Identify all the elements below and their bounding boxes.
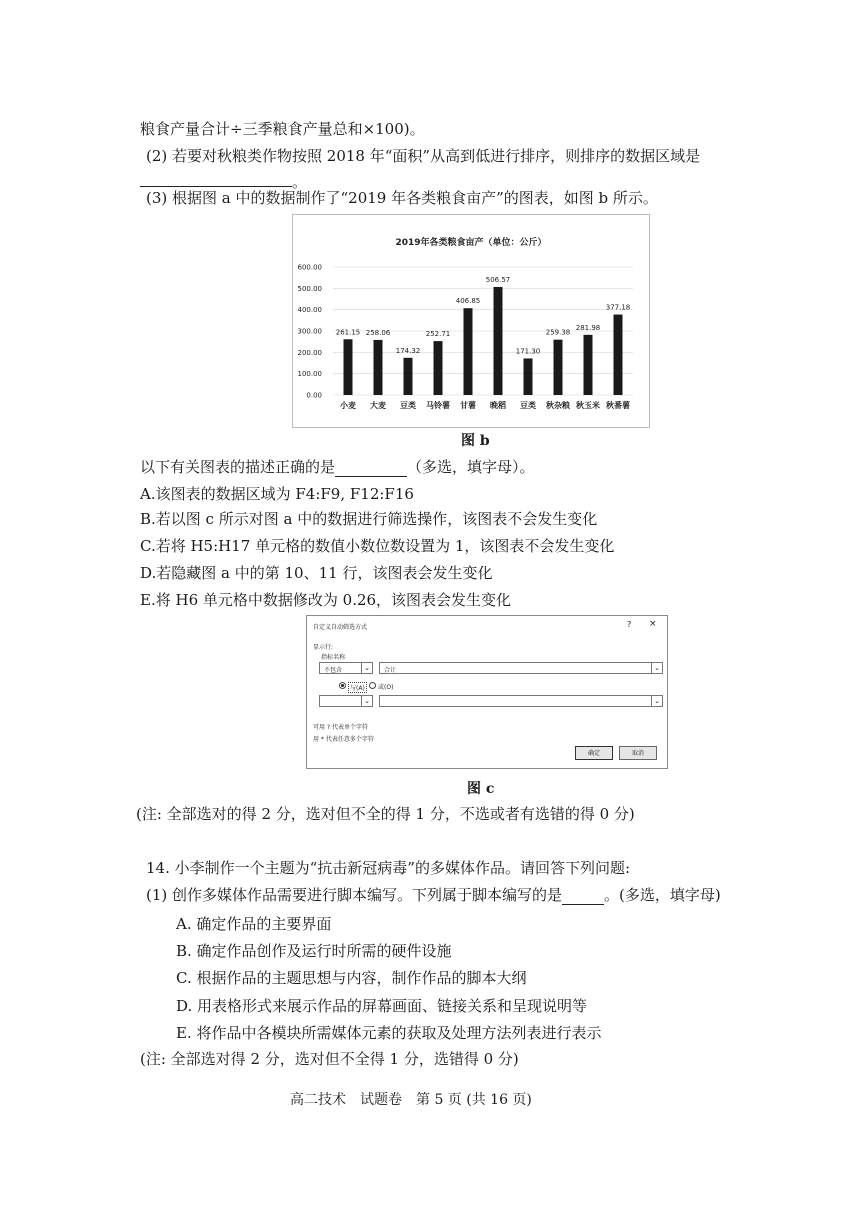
figure-c-caption: 图 c [467, 781, 495, 797]
x-tick-label: 甘薯 [460, 401, 476, 410]
close-icon[interactable]: × [649, 619, 657, 629]
x-tick-label: 晚稻 [490, 401, 506, 410]
answer-blank-q2 [140, 186, 292, 187]
custom-autofilter-dialog [306, 615, 668, 769]
bar [524, 358, 533, 395]
bar-data-label: 259.38 [545, 328, 571, 337]
bar-data-label: 258.06 [365, 328, 391, 337]
bar-data-label: 261.15 [335, 328, 361, 337]
y-tick-label: 0.00 [306, 391, 322, 400]
x-tick-label: 大麦 [370, 401, 386, 410]
condition1-value: 合计 [384, 667, 397, 674]
condition1-value-input[interactable] [379, 662, 663, 674]
q3-suffix: （多选，填字母）。 [407, 458, 535, 476]
hint-multi-char: 用 * 代表任意多个字符 [313, 736, 374, 743]
bar-data-label: 252.71 [425, 330, 451, 339]
chevron-down-icon: ⌄ [651, 696, 662, 706]
q14-sub1-prompt: (1) 创作多媒体作品需要进行脚本编写。下列属于脚本编写的是 [146, 886, 563, 904]
y-tick-label: 200.00 [297, 348, 322, 357]
bar-data-label: 377.18 [605, 303, 631, 312]
page-footer: 高二技术 试题卷 第 5 页 (共 16 页) [290, 1092, 532, 1108]
bar [404, 358, 413, 395]
bar [344, 339, 353, 395]
q14-sub1-suffix: 。(多选，填字母) [604, 886, 721, 904]
bar-data-label: 281.98 [575, 323, 601, 332]
y-tick-label: 600.00 [297, 263, 322, 272]
radio-and-label: 与(A) [348, 682, 367, 693]
bar [614, 315, 623, 395]
x-tick-label: 秋杂粮 [546, 401, 570, 410]
q3-option-b: B.若以图 c 所示对图 a 中的数据进行筛选操作，该图表不会发生变化 [140, 510, 598, 528]
bar [554, 340, 563, 395]
bar-data-label: 406.85 [455, 297, 481, 306]
q3-option-c: C.若将 H5:H17 单元格的数值小数位数设置为 1，该图表不会发生变化 [140, 537, 615, 555]
x-tick-label: 豆类 [400, 401, 416, 410]
condition1-operator-select[interactable] [319, 662, 373, 674]
chevron-down-icon: ⌄ [361, 663, 372, 673]
q14-option-a: A. 确定作品的主要界面 [176, 915, 332, 933]
q14-option-c: C. 根据作品的主题思想与内容，制作作品的脚本大纲 [176, 969, 527, 987]
y-tick-label: 500.00 [297, 284, 322, 293]
bar [494, 287, 503, 395]
condition2-operator-select[interactable] [319, 695, 373, 707]
chevron-down-icon: ⌄ [651, 663, 662, 673]
q3-option-a: A.该图表的数据区域为 F4:F9, F12:F16 [140, 485, 414, 503]
bar [584, 335, 593, 395]
y-tick-label: 100.00 [297, 370, 322, 379]
help-icon[interactable]: ? [627, 620, 632, 629]
q3-answer-blank [335, 460, 407, 477]
bar [374, 340, 383, 395]
y-tick-label: 400.00 [297, 306, 322, 315]
q3-option-e: E.将 H6 单元格中数据修改为 0.26，该图表会发生变化 [140, 591, 512, 609]
q14-sub1-line [146, 885, 721, 905]
q14-option-d: D. 用表格形式来展示作品的屏幕画面、链接关系和呈现说明等 [176, 997, 588, 1015]
chevron-down-icon: ⌄ [361, 696, 372, 706]
x-tick-label: 小麦 [340, 401, 356, 410]
q3-option-d: D.若隐藏图 a 中的第 10、11 行，该图表会发生变化 [140, 564, 493, 582]
hint-single-char: 可用 ? 代表单个字符 [313, 724, 368, 731]
text-line-1: 粮食产量合计÷三季粮食产量总和×100)。 [140, 120, 425, 138]
chart-svg [293, 215, 649, 427]
scoring-note-q3: (注: 全部选对的得 2 分，选对但不全的得 1 分，不选或者有选错的得 0 分) [136, 805, 635, 823]
radio-and[interactable] [339, 682, 346, 689]
q14-option-e: E. 将作品中各模块所需媒体元素的获取及处理方法列表进行表示 [176, 1024, 602, 1042]
q14-answer-blank [562, 888, 604, 905]
ok-button[interactable]: 确定 [575, 746, 613, 760]
x-tick-label: 秋玉米 [576, 401, 600, 410]
x-tick-label: 马铃薯 [426, 401, 450, 410]
question-2-end: 。 [292, 173, 308, 191]
chart-b [292, 214, 650, 428]
condition2-value-input[interactable] [379, 695, 663, 707]
x-tick-label: 豆类 [520, 401, 536, 410]
y-tick-label: 300.00 [297, 327, 322, 336]
field-name-label: 指标名称 [321, 654, 346, 661]
question-3-prompt: (3) 根据图 a 中的数据制作了“2019 年各类粮食亩产”的图表，如图 b 所示。 [146, 189, 658, 207]
bar [434, 341, 443, 395]
x-tick-label: 秋番薯 [606, 401, 630, 410]
question-2-prompt: (2) 若要对秋粮类作物按照 2018 年“面积”从高到低进行排序，则排序的数据区域是 [146, 147, 701, 165]
chart-title: 2019年各类粮食亩产（单位：公斤） [395, 238, 547, 248]
q3-prompt-line [140, 457, 535, 477]
condition1-operator-value: 不包含 [324, 667, 343, 674]
dialog-title: 自定义自动筛选方式 [313, 624, 368, 631]
radio-or-label: 或(O) [378, 684, 394, 691]
question-14-title: 14. 小李制作一个主题为“抗击新冠病毒”的多媒体作品。请回答下列问题: [146, 859, 631, 877]
bar-data-label: 174.32 [395, 346, 421, 355]
figure-b-caption: 图 b [461, 433, 490, 449]
q3-prompt: 以下有关图表的描述正确的是 [140, 458, 336, 476]
q14-option-b: B. 确定作品创作及运行时所需的硬件设施 [176, 942, 452, 960]
radio-or[interactable] [369, 682, 376, 689]
scoring-note-q14: (注: 全部选对得 2 分，选对但不全得 1 分，选错得 0 分) [140, 1050, 519, 1068]
bar [464, 308, 473, 395]
bar-data-label: 506.57 [485, 275, 511, 284]
bar-data-label: 171.30 [515, 347, 541, 356]
show-rows-label: 显示行: [313, 644, 334, 651]
cancel-button[interactable]: 取消 [619, 746, 657, 760]
